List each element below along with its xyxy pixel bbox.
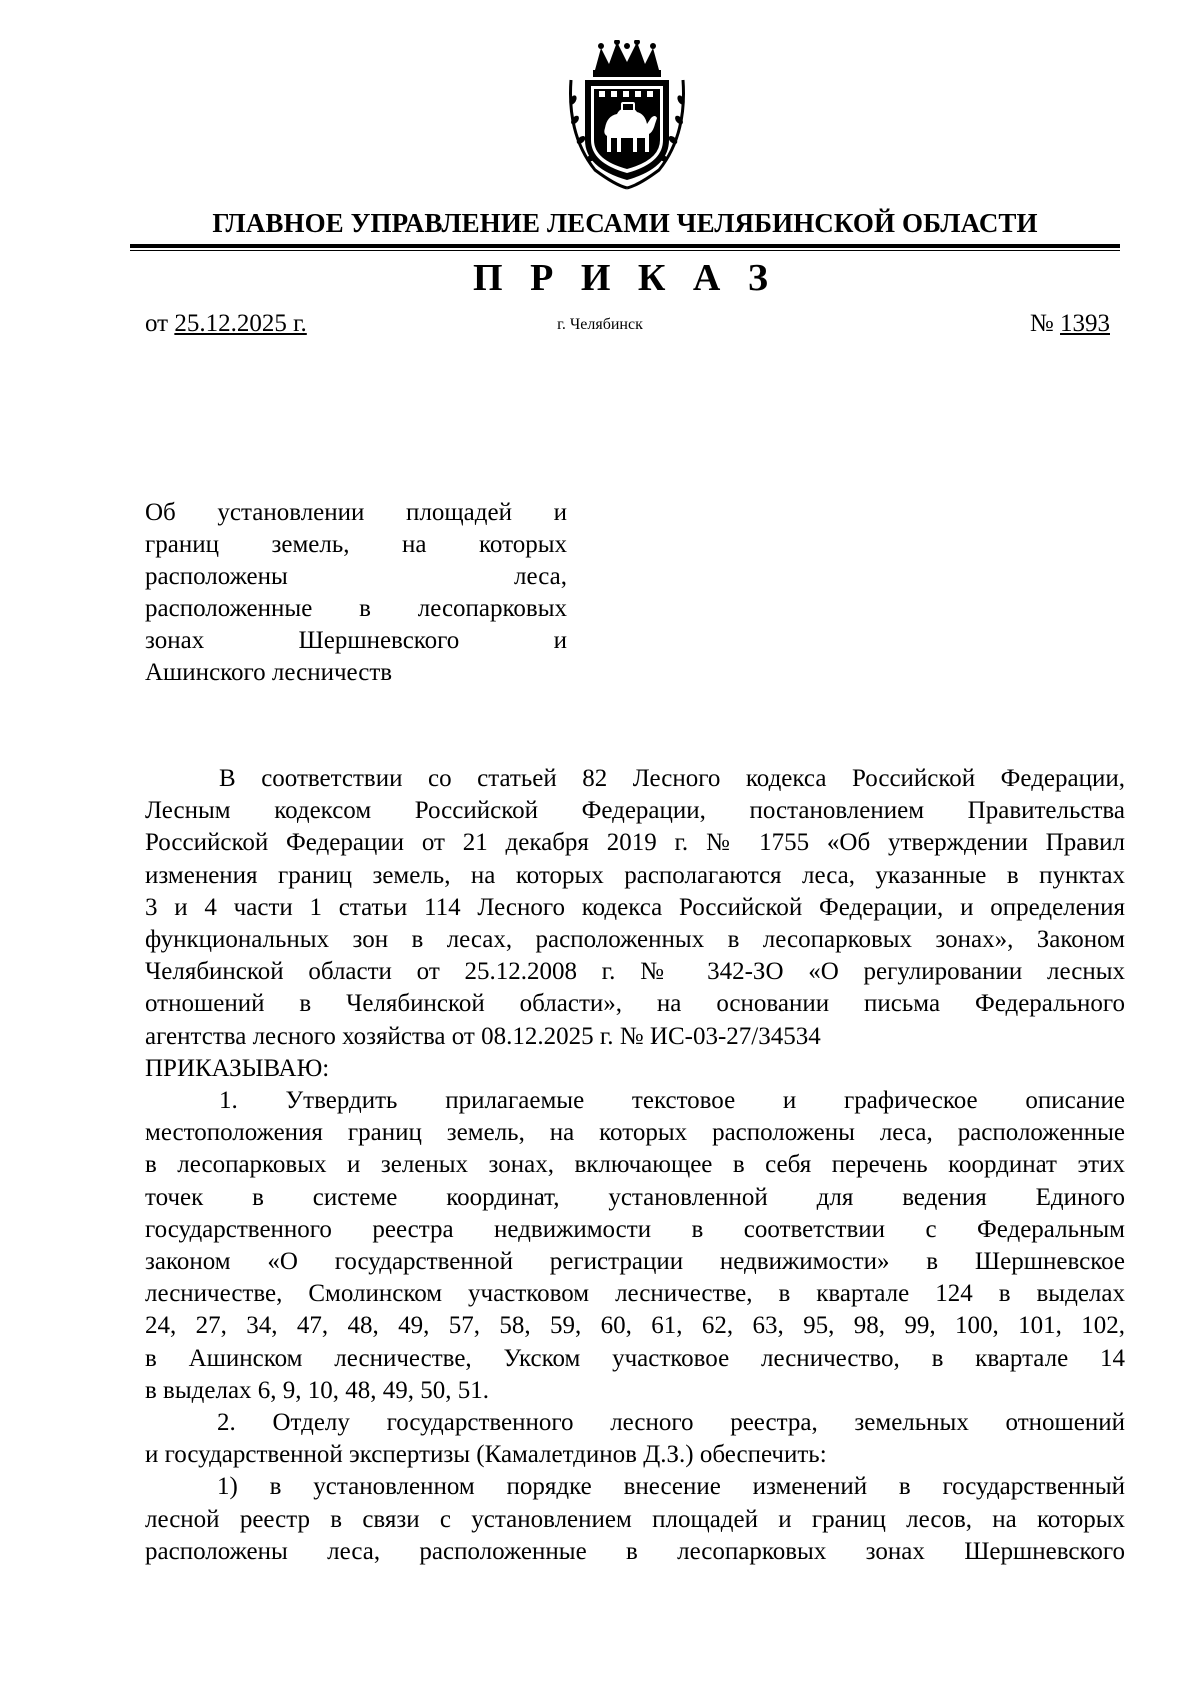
document-date: 25.12.2025 г. xyxy=(174,310,307,337)
body-line: агентства лесного хозяйства от 08.12.2025 г. № ИС-03-27/34534 xyxy=(145,1022,821,1050)
body-line: 3 и 4 части 1 статьи 114 Лесного кодекса Российской Федерации, и определения xyxy=(145,893,1125,921)
body-line: в лесопарковых и зеленых зонах, включающее в себя перечень координат этих xyxy=(145,1151,1125,1179)
coat-of-arms-icon xyxy=(565,40,689,190)
body-line: Российской Федерации от 21 декабря 2019 г. № 1755 «Об утверждении Правил xyxy=(145,829,1125,857)
header-rule-thick xyxy=(130,244,1120,248)
body-line: и государственной экспертизы (Камалетдинов Д.З.) обеспечить: xyxy=(145,1441,827,1469)
subject-line: Об установлении площадей и xyxy=(145,499,567,526)
body-line: отношений в Челябинской области», на основании письма Федерального xyxy=(145,990,1125,1018)
document-type-title: П Р И К А З xyxy=(473,257,777,299)
body-line: изменения границ земель, на которых располагаются леса, указанные в пунктах xyxy=(145,861,1125,889)
body-line: законом «О государственной регистрации недвижимости» в Шершневское xyxy=(145,1248,1125,1276)
body-line: лесной реестр в связи с установлением площадей и границ лесов, на которых xyxy=(145,1505,1125,1533)
subject-line: зонах Шершневского и xyxy=(145,627,567,654)
subject-line: расположенные в лесопарковых xyxy=(145,595,567,622)
body-line: лесничестве, Смолинском участковом лесничестве, в квартале 124 в выделах xyxy=(145,1280,1125,1308)
body-line: государственного реестра недвижимости в соответствии с Федеральным xyxy=(145,1215,1125,1243)
body-line: Лесным кодексом Российской Федерации, постановлением Правительства xyxy=(145,797,1125,825)
body-line: 1. Утвердить прилагаемые текстовое и графическое описание xyxy=(219,1087,1125,1115)
header-rule-thin xyxy=(130,250,1120,251)
subject-line: расположены леса, xyxy=(145,563,567,590)
body-line: Челябинской области от 25.12.2008 г. № 342-ЗО «О регулировании лесных xyxy=(145,958,1125,986)
body-line: 2. Отделу государственного лесного реестра, земельных отношений xyxy=(217,1409,1125,1437)
body-line: 1) в установленном порядке внесение изменений в государственный xyxy=(217,1473,1125,1501)
number-prefix: № xyxy=(1029,310,1054,337)
document-subject xyxy=(145,497,567,689)
body-line: 24, 27, 34, 47, 48, 49, 57, 58, 59, 60, 61, 62, 63, 95, 98, 99, 100, 101, 102, xyxy=(145,1312,1125,1340)
body-line: функциональных зон в лесах, расположенных в лесопарковых зонах», Законом xyxy=(145,926,1125,954)
subject-line: границ земель, на которых xyxy=(145,531,567,558)
document-body xyxy=(145,763,1125,1568)
date-prefix: от xyxy=(145,310,169,337)
subject-line: Ашинского лесничеств xyxy=(145,659,393,686)
document-number-line xyxy=(1030,310,1110,338)
document-number: 1393 xyxy=(1060,310,1110,337)
organization-name: ГЛАВНОЕ УПРАВЛЕНИЕ ЛЕСАМИ ЧЕЛЯБИНСКОЙ ОБЛАСТИ xyxy=(212,208,1038,238)
body-line: расположены леса, расположенные в лесопарковых зонах Шершневского xyxy=(145,1537,1125,1565)
body-line: в Ашинском лесничестве, Укском участковое лесничество, в квартале 14 xyxy=(145,1344,1125,1372)
body-line: в выделах 6, 9, 10, 48, 49, 50, 51. xyxy=(145,1376,490,1404)
document-city: г. Челябинск xyxy=(557,316,643,333)
body-line: В соответствии со статьей 82 Лесного кодекса Российской Федерации, xyxy=(219,765,1125,792)
body-line: местоположения границ земель, на которых расположены леса, расположенные xyxy=(145,1119,1125,1147)
order-keyword: ПРИКАЗЫВАЮ: xyxy=(145,1054,330,1082)
body-line: точек в системе координат, установленной для ведения Единого xyxy=(145,1183,1125,1211)
